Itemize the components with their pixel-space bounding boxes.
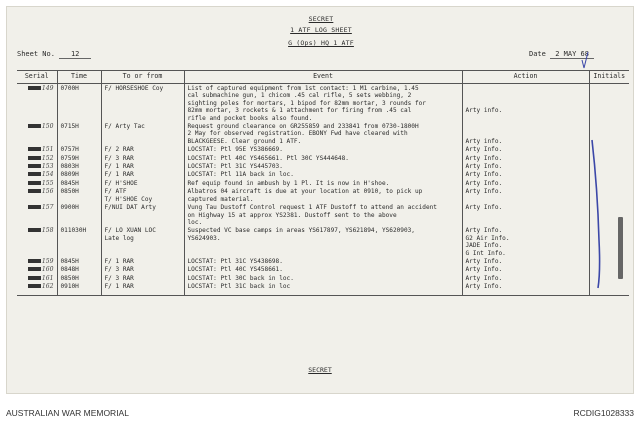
event-cell — [184, 170, 462, 178]
unit-title: G (Ops) HQ 1 ATF — [288, 39, 354, 47]
log-table — [17, 70, 629, 296]
column-header-serial: Serial — [17, 71, 57, 84]
serial-prefix-mark — [28, 147, 41, 151]
table-row — [17, 187, 629, 203]
table-row — [17, 145, 629, 153]
event-cell — [184, 257, 462, 265]
event-line: LOCSTAT: Ptl 40C YS458661. — [187, 266, 283, 274]
to-from-cell — [101, 226, 184, 257]
to-from-cell — [101, 282, 184, 295]
action-line: Arty Info. — [465, 257, 503, 265]
serial-prefix-mark — [28, 284, 41, 288]
log-table-body — [17, 84, 629, 296]
event-line: on Highway 15 at approx YS2381. Dustoff sent to the above — [187, 211, 397, 219]
to-from-cell — [101, 170, 184, 178]
log-sheet-subtitle: 1 ATF LOG SHEET — [290, 26, 352, 34]
table-row — [17, 274, 629, 282]
serial-prefix-mark — [28, 86, 41, 90]
event-line: LOCSTAT: Ptl 31C back in loc — [187, 283, 291, 291]
to-from-line: F/ ATF — [104, 188, 127, 196]
table-row — [17, 154, 629, 162]
event-line: LOCSTAT: Ptl 40C YS465661. Ptl 30C YS444648. — [187, 154, 349, 162]
table-row — [17, 122, 629, 145]
action-cell — [462, 257, 589, 265]
table-row — [17, 203, 629, 226]
event-line: LOCSTAT: Ptl 11A back in loc. — [187, 171, 294, 179]
action-cell — [462, 282, 589, 295]
event-cell — [184, 154, 462, 162]
event-cell — [184, 282, 462, 295]
initials-cell — [589, 203, 629, 226]
event-cell — [184, 226, 462, 257]
time-cell: 0845H — [57, 179, 101, 187]
serial-number: 157 — [41, 204, 54, 212]
action-line: Arty Info. — [465, 266, 503, 274]
serial-cell — [17, 187, 57, 203]
serial-number: 160 — [41, 266, 54, 274]
initials-cell — [589, 257, 629, 265]
event-cell — [184, 162, 462, 170]
event-line: LOCSTAT: Ptl 31C YS445703. — [187, 163, 283, 171]
initials-cell — [589, 154, 629, 162]
event-line: Vung Tau Dustoff Control request 1 ATF Dustoff to attend an accident — [187, 204, 437, 212]
event-line: LOCSTAT: Ptl 95E YS386669. — [187, 146, 283, 154]
to-from-line: F/ 1 RAR — [104, 171, 134, 179]
serial-cell — [17, 265, 57, 273]
to-from-cell — [101, 203, 184, 226]
initials-cell — [589, 274, 629, 282]
archive-reference: RCDIG1028333 — [573, 408, 634, 418]
to-from-line: F/ LO XUAN LOC — [104, 227, 156, 235]
serial-cell — [17, 84, 57, 123]
time-cell: 0803H — [57, 162, 101, 170]
serial-number: 154 — [41, 171, 54, 179]
action-line: JADE Info. — [465, 242, 503, 250]
initials-cell — [589, 84, 629, 123]
serial-cell — [17, 170, 57, 178]
to-from-cell — [101, 145, 184, 153]
column-header-to-or-from: To or from — [101, 71, 184, 84]
to-from-line: F/ 1 RAR — [104, 283, 134, 291]
action-line: Arty Info. — [465, 274, 503, 282]
column-header-initials: Initials — [589, 71, 629, 84]
to-from-line: F/ 3 RAR — [104, 274, 134, 282]
log-sheet — [6, 6, 634, 394]
serial-cell — [17, 274, 57, 282]
serial-cell — [17, 282, 57, 295]
table-row — [17, 179, 629, 187]
serial-prefix-mark — [28, 228, 41, 232]
event-cell — [184, 274, 462, 282]
time-cell: 0910H — [57, 282, 101, 295]
to-from-cell — [101, 162, 184, 170]
action-line: Arty Info. — [465, 171, 503, 179]
action-cell — [462, 203, 589, 226]
sheet-number-field — [17, 50, 91, 59]
action-line — [466, 123, 586, 130]
to-from-cell — [101, 179, 184, 187]
sheet-number: 12 — [59, 50, 91, 59]
serial-number: 161 — [41, 274, 54, 282]
initials-cell — [589, 265, 629, 273]
time-cell: 0757H — [57, 145, 101, 153]
event-line: LOCSTAT: Ptl 30C back in loc. — [187, 274, 294, 282]
time-cell: 0809H — [57, 170, 101, 178]
to-from-line: F/ Arty Tac — [104, 123, 145, 131]
event-line: Albatros 04 aircraft is due at your location at 0910, to pick up — [187, 188, 423, 196]
action-line — [466, 92, 586, 99]
column-header-action: Action — [462, 71, 589, 84]
time-cell: 0900H — [57, 203, 101, 226]
serial-number: 153 — [41, 163, 54, 171]
table-row — [17, 226, 629, 257]
serial-number: 156 — [41, 188, 54, 196]
to-from-cell — [101, 257, 184, 265]
initials-cell — [589, 122, 629, 145]
table-row — [17, 170, 629, 178]
serial-number: 150 — [41, 123, 54, 131]
serial-cell — [17, 154, 57, 162]
action-line: Arty Info. — [465, 188, 503, 196]
table-row — [17, 162, 629, 170]
action-cell — [462, 274, 589, 282]
initials-cell — [589, 170, 629, 178]
serial-number: 152 — [41, 154, 54, 162]
serial-number: 151 — [41, 146, 54, 154]
to-from-cell — [101, 122, 184, 145]
event-line: YS624903. — [187, 234, 221, 242]
to-from-line: F/ H'SHOE — [104, 179, 138, 187]
event-line: rifle and pocket books also found. — [187, 114, 313, 122]
action-line: Arty Info. — [465, 154, 503, 162]
to-from-line: F/ 2 RAR — [104, 146, 134, 154]
column-header-event: Event — [184, 71, 462, 84]
serial-prefix-mark — [28, 205, 41, 209]
serial-prefix-mark — [28, 267, 41, 271]
event-line: LOCSTAT: Ptl 31C YS438698. — [187, 257, 283, 265]
to-from-cell — [101, 187, 184, 203]
event-cell — [184, 187, 462, 203]
serial-number: 162 — [41, 283, 54, 291]
action-line — [466, 100, 586, 107]
action-cell — [462, 145, 589, 153]
classification-top: SECRET — [308, 15, 334, 23]
initials-cell — [589, 187, 629, 203]
event-line: BLACKGEESE. Clear ground 1 ATF. — [187, 137, 302, 145]
action-line: G2 Air Info. — [465, 234, 510, 242]
to-from-line: F/ 1 RAR — [104, 257, 134, 265]
action-line: Arty Info. — [465, 146, 503, 154]
action-line: Arty Info. — [465, 179, 503, 187]
serial-cell — [17, 179, 57, 187]
action-line: Arty Info. — [465, 204, 503, 212]
serial-prefix-mark — [28, 156, 41, 160]
action-line — [466, 85, 586, 92]
event-line: cal submachine gun, 1 chicom .45 cal rifle, 5 sets webbing, 2 — [187, 92, 412, 100]
serial-cell — [17, 122, 57, 145]
serial-number: 159 — [41, 257, 54, 265]
action-line — [466, 130, 586, 137]
time-cell: 0850H — [57, 187, 101, 203]
event-line: Ref equip found in ambush by 1 Pl. It is now in H'shoe. — [187, 179, 390, 187]
initials-cell — [589, 145, 629, 153]
to-from-cell — [101, 274, 184, 282]
column-header-time: Time — [57, 71, 101, 84]
time-cell: 0845H — [57, 257, 101, 265]
action-line: Arty Info. — [465, 283, 503, 291]
action-line: Arty Info. — [465, 227, 503, 235]
classification-bottom: SECRET — [308, 366, 332, 374]
event-cell — [184, 265, 462, 273]
action-cell — [462, 226, 589, 257]
event-line: 82mm mortar, 3 rockets & 1 attachment for firing from .45 cal — [187, 107, 412, 115]
serial-number: 158 — [41, 227, 54, 235]
serial-prefix-mark — [28, 172, 41, 176]
archive-credit: AUSTRALIAN WAR MEMORIAL — [6, 408, 129, 418]
serial-prefix-mark — [28, 276, 41, 280]
serial-cell — [17, 203, 57, 226]
table-row — [17, 282, 629, 295]
event-line: captured material. — [187, 195, 254, 203]
action-cell — [462, 84, 589, 123]
event-cell — [184, 145, 462, 153]
action-cell — [462, 170, 589, 178]
to-from-line: F/NUI DAT Arty — [104, 204, 156, 212]
time-cell: 0850H — [57, 274, 101, 282]
initials-cell — [589, 162, 629, 170]
event-line: 2 May for observed registration. EBONY Fwd have cleared with — [187, 130, 408, 138]
initials-cell — [589, 282, 629, 295]
time-cell: 0759H — [57, 154, 101, 162]
binding-mark — [618, 217, 623, 279]
table-row — [17, 265, 629, 273]
serial-cell — [17, 145, 57, 153]
serial-cell — [17, 226, 57, 257]
to-from-cell — [101, 265, 184, 273]
serial-number: 155 — [41, 179, 54, 187]
event-cell — [184, 179, 462, 187]
to-from-cell — [101, 154, 184, 162]
action-cell — [462, 122, 589, 145]
event-line: Suspected VC base camps in areas YS617897, YS621894, YS620903, — [187, 227, 415, 235]
action-line: G Int Info. — [465, 249, 506, 257]
date-label: Date — [529, 50, 546, 58]
action-line: Arty info. — [465, 137, 503, 145]
to-from-line: F/ 3 RAR — [104, 154, 134, 162]
event-line: loc. — [187, 218, 203, 226]
action-cell — [462, 179, 589, 187]
action-cell — [462, 162, 589, 170]
log-table-header — [17, 71, 629, 84]
serial-prefix-mark — [28, 189, 41, 193]
to-from-cell — [101, 84, 184, 123]
time-cell: 0715H — [57, 122, 101, 145]
table-row — [17, 84, 629, 123]
to-from-line: F/ HORSESHOE Coy — [104, 85, 164, 92]
event-cell — [184, 203, 462, 226]
initials-cell — [589, 226, 629, 257]
to-from-line: F/ 1 RAR — [104, 163, 134, 171]
serial-cell — [17, 257, 57, 265]
time-cell: 011030H — [57, 226, 101, 257]
event-line: Request ground clearance on GR255859 and 233841 from 0730-1800H — [187, 123, 419, 131]
event-cell — [184, 84, 462, 123]
table-row — [17, 257, 629, 265]
initials-cell — [589, 179, 629, 187]
date-value: 2 MAY 68 — [550, 50, 594, 59]
date-field — [529, 50, 594, 59]
serial-prefix-mark — [28, 124, 41, 128]
serial-number: 149 — [41, 85, 54, 92]
sheet-number-label: Sheet No. — [17, 50, 55, 58]
to-from-line: T/ H'SHOE Coy — [104, 195, 153, 203]
action-line: Arty info. — [465, 107, 503, 115]
serial-prefix-mark — [28, 181, 41, 185]
action-cell — [462, 265, 589, 273]
action-cell — [462, 154, 589, 162]
action-line: Arty Info. — [465, 163, 503, 171]
event-cell — [184, 122, 462, 145]
serial-prefix-mark — [28, 259, 41, 263]
serial-prefix-mark — [28, 164, 41, 168]
serial-cell — [17, 162, 57, 170]
event-line: List of captured equipment from 1st contact: 1 M1 carbine, 1.45 — [187, 85, 419, 92]
event-line: sighting poles for mortars, 1 bipod for 82mm mortar, 3 rounds for — [187, 99, 426, 107]
to-from-line: Late log — [104, 234, 134, 242]
time-cell: 0848H — [57, 265, 101, 273]
action-cell — [462, 187, 589, 203]
to-from-line: F/ 3 RAR — [104, 266, 134, 274]
time-cell: 0700H — [57, 84, 101, 123]
